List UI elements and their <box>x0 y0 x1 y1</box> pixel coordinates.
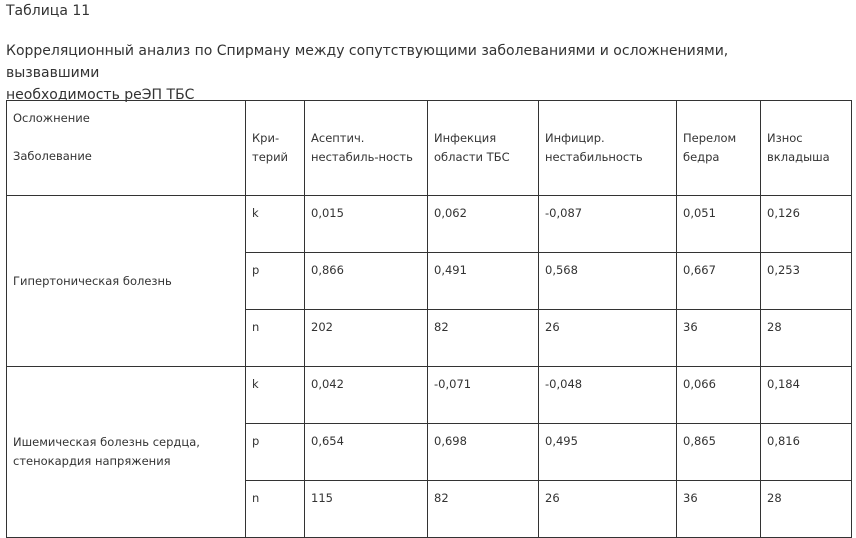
table-row <box>7 196 852 253</box>
col1-header-line-2: нестабиль-ность <box>311 150 413 164</box>
disease-cell-ischemic-heart-disease <box>7 367 246 538</box>
value-cell: 0,568 <box>539 253 677 310</box>
disease-name-line-2: стенокардия напряжения <box>13 454 171 468</box>
col4-header-line-2: бедра <box>683 150 720 164</box>
value-cell: 0,667 <box>677 253 761 310</box>
value-cell: 0,698 <box>428 424 539 481</box>
complication-axis-label: Осложнение <box>13 111 90 125</box>
value-cell: 0,051 <box>677 196 761 253</box>
value-cell: 115 <box>305 481 428 538</box>
value-cell: 26 <box>539 481 677 538</box>
value-cell: 0,042 <box>305 367 428 424</box>
col5-header-line-2: вкладыша <box>767 150 830 164</box>
value-cell: 0,066 <box>677 367 761 424</box>
correlation-table <box>6 100 852 538</box>
disease-cell-hypertension <box>7 196 246 367</box>
criterion-header-line-1: Кри- <box>252 131 280 145</box>
col5-header-line-1: Износ <box>767 131 803 145</box>
criterion-cell: k <box>246 367 305 424</box>
aseptic-instability-header-cell <box>305 101 428 196</box>
caption-line-2: необходимость реЭП ТБС <box>6 87 195 103</box>
corner-header-cell <box>7 101 246 196</box>
value-cell: 28 <box>761 310 852 367</box>
value-cell: 0,495 <box>539 424 677 481</box>
col1-header-line-1: Асептич. <box>311 131 365 145</box>
value-cell: 0,062 <box>428 196 539 253</box>
value-cell: -0,087 <box>539 196 677 253</box>
value-cell: 0,866 <box>305 253 428 310</box>
criterion-cell: n <box>246 481 305 538</box>
col2-header-line-2: области ТБС <box>434 150 510 164</box>
table-label: Таблица 11 <box>6 3 91 19</box>
disease-name: Гипертоническая болезнь <box>13 273 172 288</box>
criterion-header-cell <box>246 101 305 196</box>
caption-line-1: Корреляционный анализ по Спирману между сопутствующими заболеваниями и осложнениями, вызвавшими <box>6 43 729 81</box>
criterion-cell: n <box>246 310 305 367</box>
value-cell: 0,865 <box>677 424 761 481</box>
criterion-cell: p <box>246 253 305 310</box>
value-cell: 0,491 <box>428 253 539 310</box>
value-cell: 202 <box>305 310 428 367</box>
disease-axis-label: Заболевание <box>13 149 92 163</box>
value-cell: 36 <box>677 481 761 538</box>
table-row <box>7 367 852 424</box>
value-cell: 36 <box>677 310 761 367</box>
infection-header-cell <box>428 101 539 196</box>
col4-header-line-1: Перелом <box>683 131 737 145</box>
value-cell: 28 <box>761 481 852 538</box>
value-cell: 0,253 <box>761 253 852 310</box>
value-cell: 26 <box>539 310 677 367</box>
value-cell: 0,816 <box>761 424 852 481</box>
col3-header-line-2: нестабильность <box>545 150 643 164</box>
col3-header-line-1: Инфицир. <box>545 131 605 145</box>
liner-wear-header-cell <box>761 101 852 196</box>
criterion-cell: p <box>246 424 305 481</box>
disease-name-line-1: Ишемическая болезнь сердца, <box>13 435 200 449</box>
value-cell: 0,126 <box>761 196 852 253</box>
header-row <box>7 101 852 196</box>
criterion-cell: k <box>246 196 305 253</box>
value-cell: -0,048 <box>539 367 677 424</box>
infected-instability-header-cell <box>539 101 677 196</box>
value-cell: 0,184 <box>761 367 852 424</box>
value-cell: 82 <box>428 310 539 367</box>
femur-fracture-header-cell <box>677 101 761 196</box>
criterion-header-line-2: терий <box>252 150 289 164</box>
value-cell: 82 <box>428 481 539 538</box>
table-caption <box>6 40 806 106</box>
value-cell: 0,015 <box>305 196 428 253</box>
col2-header-line-1: Инфекция <box>434 131 497 145</box>
value-cell: 0,654 <box>305 424 428 481</box>
value-cell: -0,071 <box>428 367 539 424</box>
